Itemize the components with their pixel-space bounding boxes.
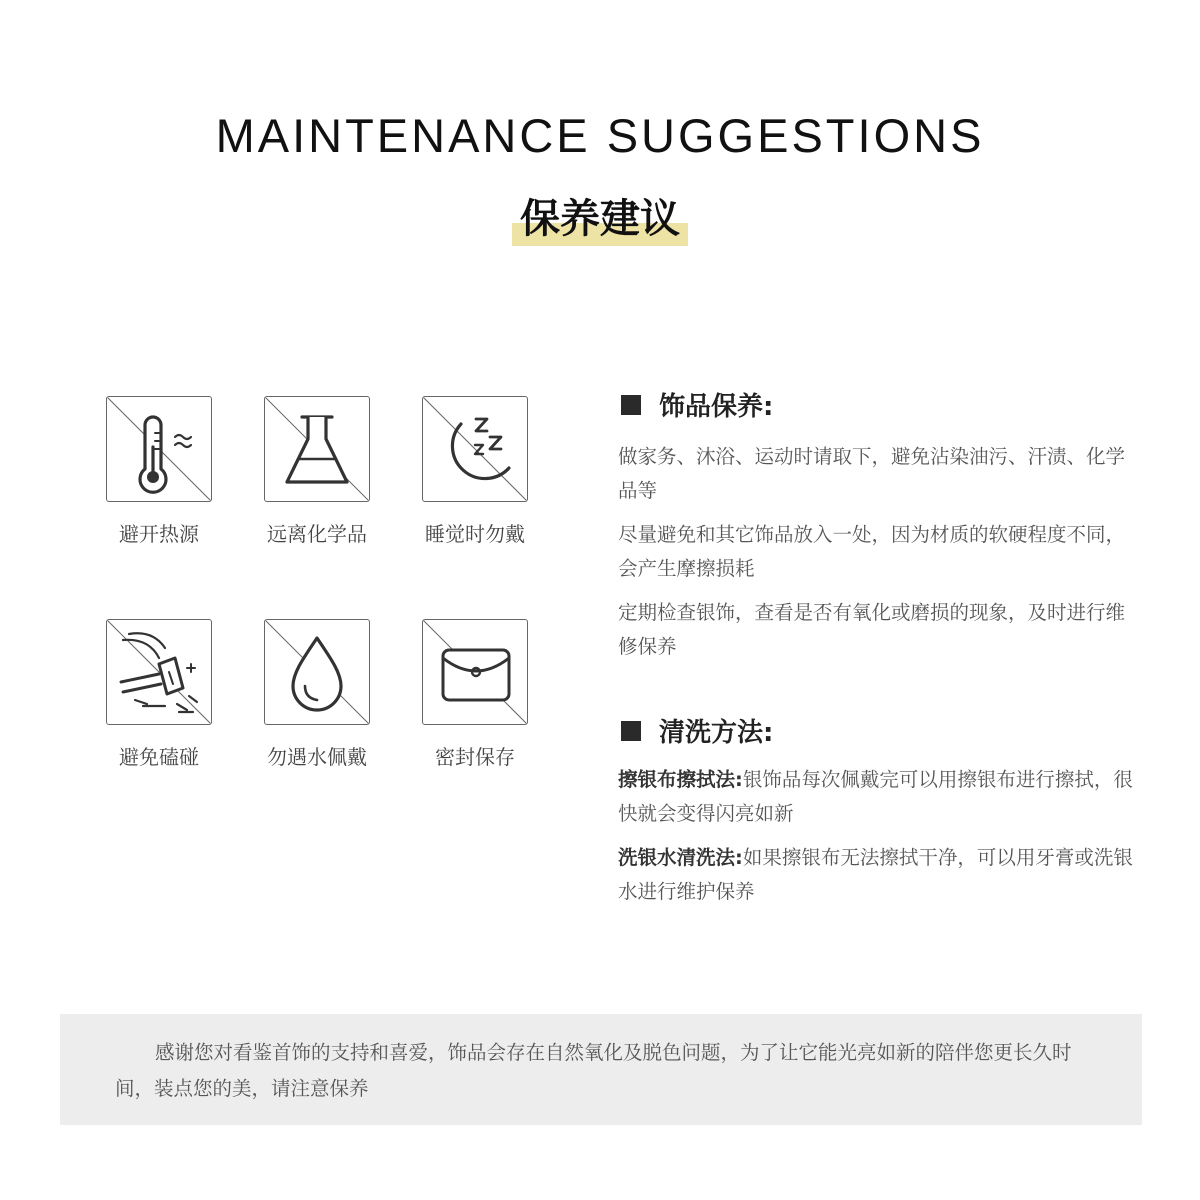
chemical-flask-icon (264, 396, 370, 502)
page-title-cn-wrap (0, 192, 1200, 246)
cleaning-heading (621, 715, 773, 751)
care-heading (621, 389, 773, 425)
hammer-impact-icon (106, 619, 212, 725)
sealed-pouch-icon (422, 619, 528, 725)
icon-label-heat: 避开热源 (119, 522, 199, 546)
page-title-en: MAINTENANCE SUGGESTIONS (215, 109, 985, 162)
icon-label-sealed: 密封保存 (435, 745, 515, 769)
care-item-1: 做家务、沐浴、运动时请取下，避免沾染油污、汗渍、化学品等 (618, 445, 1126, 502)
care-item-3: 定期检查银饰，查看是否有氧化或磨损的现象，及时进行维修保养 (618, 601, 1126, 658)
cleaning-heading-text: 清洗方法: (659, 718, 774, 748)
thermometer-heat-icon (106, 396, 212, 502)
cleaning-item-2-text: 如果擦银布无法擦拭干净，可以用牙膏或洗银水进行维护保养 (618, 846, 1133, 903)
bullet-square-icon (621, 395, 641, 415)
icon-label-sleep: 睡觉时勿戴 (425, 522, 525, 546)
cleaning-item-1-label: 擦银布擦拭法: (618, 768, 743, 791)
cleaning-item-1-text: 银饰品每次佩戴完可以用擦银布进行擦拭，很快就会变得闪亮如新 (618, 768, 1133, 825)
page-title-cn-text: 保养建议 (520, 196, 680, 242)
cleaning-item-1 (618, 763, 1138, 831)
icon-label-impact: 避免磕碰 (119, 745, 199, 769)
care-item-2: 尽量避免和其它饰品放入一处，因为材质的软硬程度不同，会产生摩擦损耗 (618, 523, 1126, 580)
water-drop-icon (264, 619, 370, 725)
bullet-square-icon (621, 721, 641, 741)
sleep-moon-icon (422, 396, 528, 502)
footer-text: 感谢您对看鉴首饰的支持和喜爱，饰品会存在自然氧化及脱色问题，为了让它能光亮如新的陪伴您更长久时间，装点您的美，请注意保养 (115, 1041, 1072, 1100)
icon-label-water: 勿遇水佩戴 (267, 745, 367, 769)
cleaning-item-2 (618, 841, 1138, 909)
care-heading-text: 饰品保养: (659, 392, 774, 422)
cleaning-item-2-label: 洗银水清洗法: (618, 846, 743, 869)
icon-label-chemicals: 远离化学品 (267, 522, 367, 546)
page-title-cn (512, 192, 688, 246)
footer-banner (60, 1014, 1142, 1125)
